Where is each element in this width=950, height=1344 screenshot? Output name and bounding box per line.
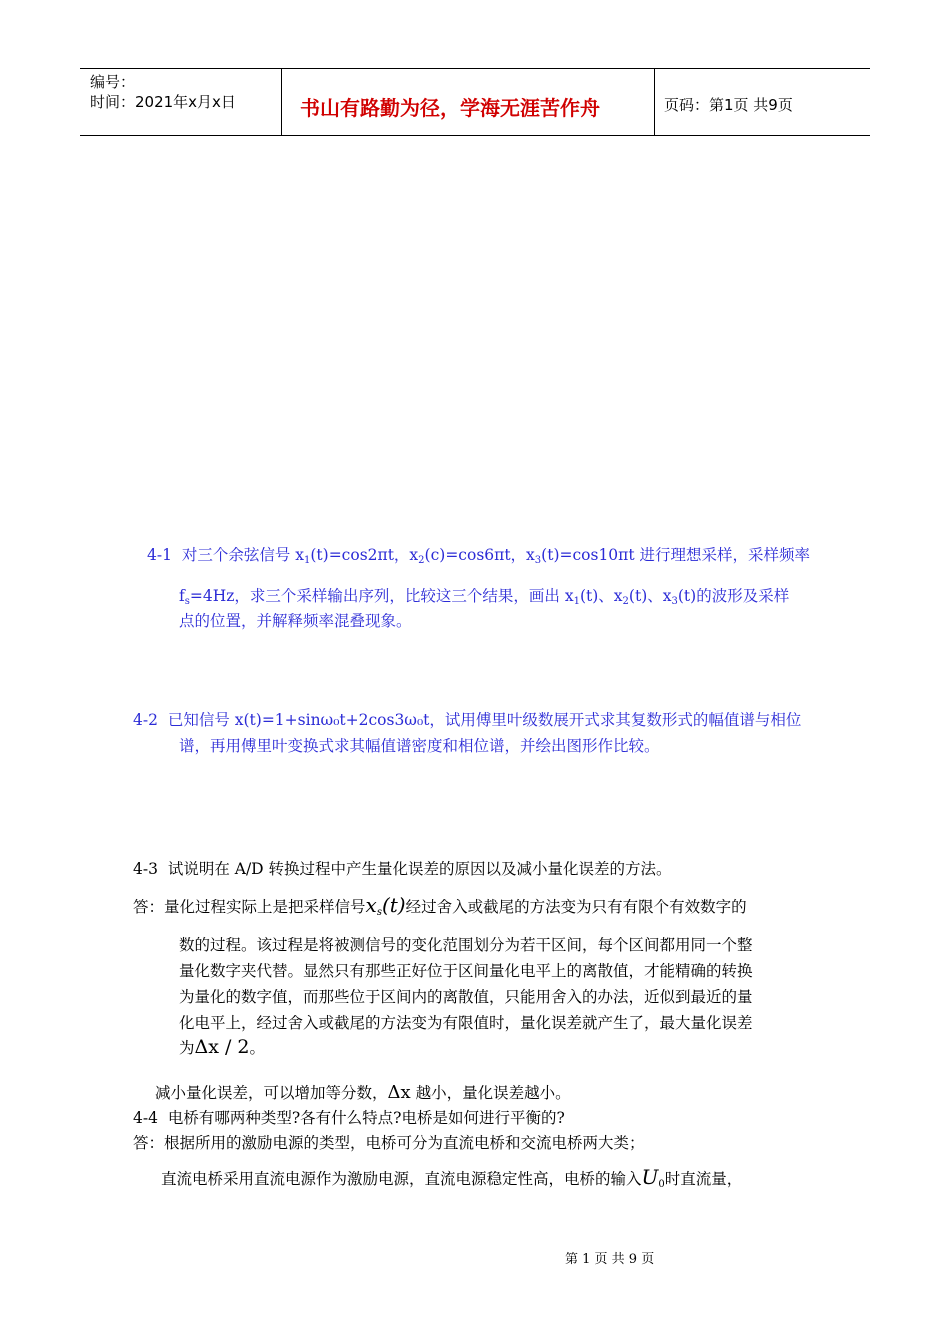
q43-reduce-line bbox=[155, 1080, 571, 1106]
q41-sub: 1 bbox=[573, 596, 580, 607]
q41-sub: 1 bbox=[304, 555, 311, 566]
q41-text: (t)、x bbox=[628, 587, 672, 605]
q41-line1 bbox=[147, 542, 810, 568]
q43-reduce-text: 越小，量化误差越小。 bbox=[415, 1084, 571, 1102]
q43-ans-text: 。 bbox=[249, 1039, 266, 1057]
q43-answer-line1 bbox=[133, 892, 747, 920]
q43-ans-text: 经过舍入或截尾的方法变为只有有限个有效数字的 bbox=[405, 898, 747, 916]
q44-answer-line1 bbox=[133, 1130, 645, 1156]
q43-number: 4-3 bbox=[133, 860, 158, 878]
q41-line3: 点的位置，并解释频率混叠现象。 bbox=[179, 612, 412, 630]
answer-label: 答： bbox=[133, 898, 165, 916]
q41-number: 4-1 bbox=[147, 546, 172, 564]
math-subscript: 0 bbox=[658, 1179, 665, 1190]
header-divider-left bbox=[281, 68, 282, 135]
header-code-label: 编号： bbox=[90, 73, 136, 91]
q41-text: f bbox=[179, 587, 185, 605]
q44-text: 电桥有哪两种类型?各有什么特点?电桥是如何进行平衡的? bbox=[167, 1109, 565, 1127]
math-symbol: x bbox=[365, 893, 377, 917]
q42-text: 已知信号 x(t)=1+sinω₀t+2cos3ω₀t，试用傅里叶级数展开式求其复数形式的幅值谱与相位 bbox=[167, 711, 802, 729]
q42-line2: 谱，再用傅里叶变换式求其幅值谱密度和相位谱，并绘出图形作比较。 bbox=[179, 737, 660, 755]
q43-question bbox=[133, 856, 672, 882]
q41-sub: 3 bbox=[534, 555, 542, 566]
math-delta-x: Δx bbox=[387, 1082, 411, 1103]
q44-ans-text: 根据所用的激励电源的类型，电桥可分为直流电桥和交流电桥两大类； bbox=[164, 1134, 645, 1152]
page-footer: 第 1 页 共 9 页 bbox=[565, 1252, 655, 1267]
q41-sub: 2 bbox=[418, 555, 425, 566]
q41-text: (t)的波形及采样 bbox=[677, 587, 790, 605]
q43-ans-text: 量化过程实际上是把采样信号 bbox=[164, 898, 366, 916]
q43-answer-line6 bbox=[179, 1034, 265, 1061]
q41-text-d: (t)=cos10πt 进行理想采样，采样频率 bbox=[541, 546, 811, 564]
q41-text: =4Hz，求三个采样输出序列，比较这三个结果，画出 x bbox=[189, 587, 574, 605]
q41-sub: 2 bbox=[622, 596, 629, 607]
math-symbol: U bbox=[641, 1165, 659, 1189]
q44-question bbox=[133, 1105, 565, 1131]
answer-label: 答： bbox=[133, 1134, 165, 1152]
header-page-info: 页码：第1页 共9页 bbox=[664, 96, 793, 114]
q42-number: 4-2 bbox=[133, 711, 158, 729]
q43-answer-line5: 化电平上，经过舍入或截尾的方法变为有限值时，量化误差就产生了，最大量化误差 bbox=[179, 1014, 753, 1032]
q41-text-c: (c)=cos6πt，x bbox=[424, 546, 535, 564]
header-motto: 书山有路勤为径，学海无涯苦作舟 bbox=[300, 96, 600, 120]
header-top-border bbox=[80, 68, 870, 69]
q41-sub: 3 bbox=[671, 596, 678, 607]
q43-reduce-text: 减小量化误差，可以增加等分数， bbox=[155, 1084, 388, 1102]
q41-sub: s bbox=[184, 596, 190, 607]
q41-line2 bbox=[179, 583, 789, 609]
math-delta-x-half: Δx / 2 bbox=[194, 1036, 250, 1058]
q43-answer-line3: 量化数字夹代替。显然只有那些正好位于区间量化电平上的离散值，才能精确的转换 bbox=[179, 962, 753, 980]
q41-text: (t)、x bbox=[579, 587, 623, 605]
math-subscript: s bbox=[376, 907, 382, 918]
q44-answer-line2 bbox=[161, 1164, 742, 1192]
math-argument: (t) bbox=[381, 893, 406, 917]
header-divider-right bbox=[654, 68, 655, 135]
q44-ans-text: 直流电桥采用直流电源作为激励电源，直流电源稳定性高，电桥的输入 bbox=[161, 1170, 642, 1188]
header-date: 时间：2021年x月x日 bbox=[90, 93, 236, 111]
q43-text: 试说明在 A/D 转换过程中产生量化误差的原因以及减小量化误差的方法。 bbox=[167, 860, 672, 878]
q41-text-b: (t)=cos2πt，x bbox=[310, 546, 419, 564]
q44-ans-text: 时直流量， bbox=[664, 1170, 743, 1188]
q44-number: 4-4 bbox=[133, 1109, 158, 1127]
q43-answer-line4: 为量化的数字值，而那些位于区间内的离散值，只能用舍入的办法，近似到最近的量 bbox=[179, 988, 753, 1006]
header-bottom-border bbox=[80, 135, 870, 136]
q43-ans-text: 为 bbox=[179, 1039, 195, 1057]
q43-answer-line2: 数的过程。该过程是将被测信号的变化范围划分为若干区间，每个区间都用同一个整 bbox=[179, 936, 753, 954]
q42-line1 bbox=[133, 707, 801, 733]
q41-text-a: 对三个余弦信号 x bbox=[181, 546, 304, 564]
